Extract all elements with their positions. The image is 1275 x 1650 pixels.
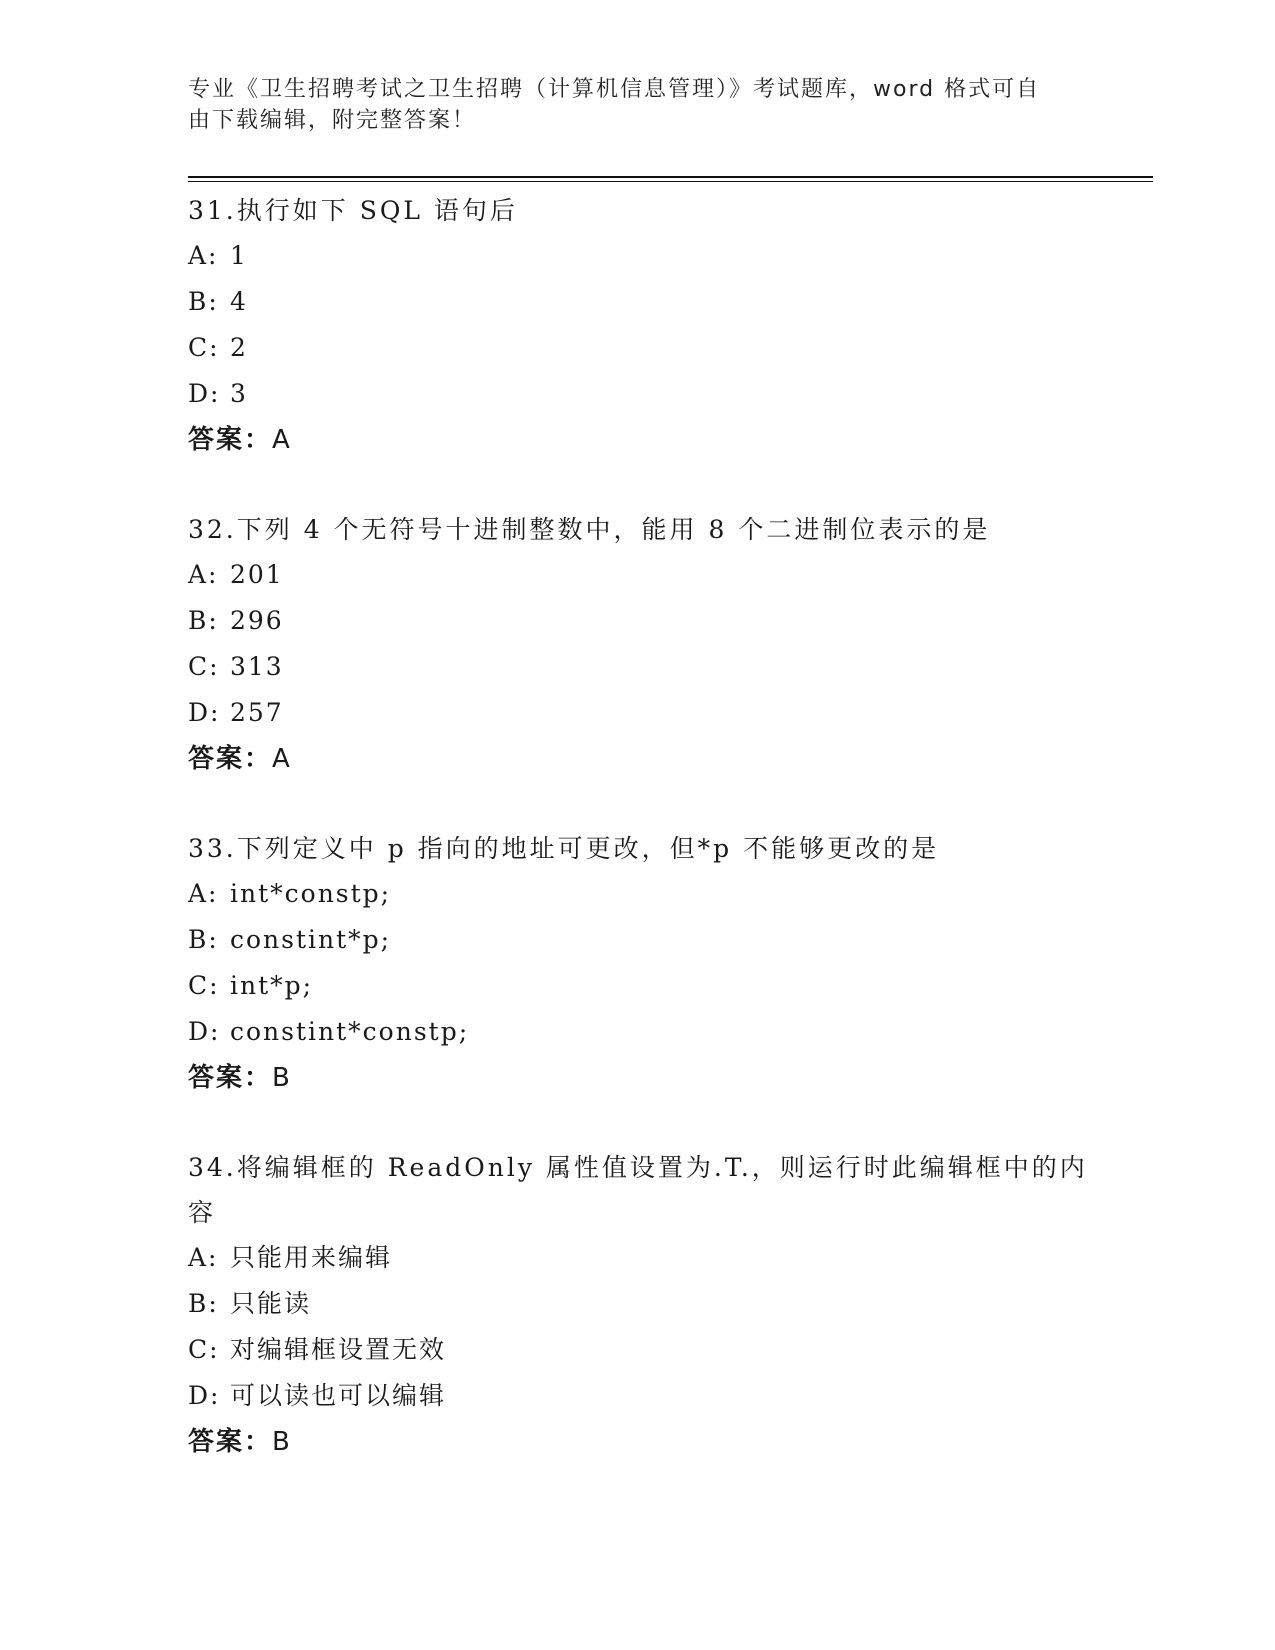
answer-line [188,1419,1088,1465]
option-letter: B: [188,287,219,316]
question-stem-line-1: 34.将编辑框的 ReadOnly 属性值设置为.T.，则运行时此编辑框中的内 [188,1153,1088,1182]
option-letter: D: [188,1381,221,1410]
header-divider-thin [188,181,1153,182]
option-a [188,552,1088,598]
option-text: 313 [230,652,284,681]
option-text: constint*p; [230,925,392,954]
option-text: constint*constp; [230,1017,470,1046]
option-a [188,871,1088,917]
option-letter: A: [188,560,219,589]
question-stem [188,188,1088,233]
option-text: int*p; [230,971,314,1000]
question-stem-line-2: 容 [188,1198,217,1227]
option-letter: A: [188,879,219,908]
question-stem-line-1: 33.下列定义中 p 指向的地址可更改，但*p 不能够更改的是 [188,834,940,863]
option-letter: B: [188,606,219,635]
option-c [188,963,1088,1009]
question-33 [188,826,1088,1101]
option-letter: A: [188,241,219,270]
header-divider-thick [188,176,1153,178]
question-stem [188,507,1088,552]
option-text: 3 [230,379,248,408]
option-text: 1 [230,241,248,270]
option-b [188,598,1088,644]
option-text: 201 [230,560,284,589]
question-stem-line-1: 32.下列 4 个无符号十进制整数中，能用 8 个二进制位表示的是 [188,515,991,544]
option-letter: D: [188,379,221,408]
option-d [188,371,1088,417]
option-b [188,279,1088,325]
answer-label: 答案： [188,425,273,455]
option-text: 2 [230,333,248,362]
answer-label: 答案： [188,1063,273,1093]
option-letter: D: [188,698,221,727]
option-letter: A: [188,1243,219,1272]
option-a [188,1235,1088,1281]
option-text: int*constp; [230,879,392,908]
option-text: 4 [230,287,248,316]
question-stem-line-1: 31.执行如下 SQL 语句后 [188,196,518,225]
header-line-2: 由下载编辑，附完整答案！ [188,108,477,133]
option-c [188,644,1088,690]
option-text: 可以读也可以编辑 [230,1381,447,1410]
option-letter: C: [188,971,220,1000]
option-b [188,917,1088,963]
answer-line [188,1055,1088,1101]
answer-value: B [272,1063,292,1093]
option-letter: B: [188,1289,219,1318]
option-letter: C: [188,1335,220,1364]
answer-value: A [272,425,292,455]
option-text: 对编辑框设置无效 [230,1335,447,1364]
question-stem [188,1145,1088,1235]
option-letter: D: [188,1017,221,1046]
answer-label: 答案： [188,744,273,774]
answer-line [188,736,1088,782]
option-text: 只能用来编辑 [230,1243,393,1272]
option-letter: C: [188,652,220,681]
answer-value: B [272,1427,292,1457]
option-d [188,1373,1088,1419]
question-32 [188,507,1088,782]
option-d [188,690,1088,736]
question-stem [188,826,1088,871]
option-c [188,325,1088,371]
option-letter: B: [188,925,219,954]
option-letter: C: [188,333,220,362]
answer-label: 答案： [188,1427,273,1457]
header-line-1: 专业《卫生招聘考试之卫生招聘（计算机信息管理）》考试题库，word 格式可自 [188,77,1041,102]
answer-line [188,417,1088,463]
option-c [188,1327,1088,1373]
option-text: 296 [230,606,284,635]
document-header [188,74,1068,136]
question-34 [188,1145,1088,1465]
question-31 [188,188,1088,463]
answer-value: A [272,744,292,774]
option-b [188,1281,1088,1327]
option-d [188,1009,1088,1055]
option-a [188,233,1088,279]
option-text: 只能读 [230,1289,312,1318]
option-text: 257 [230,698,284,727]
